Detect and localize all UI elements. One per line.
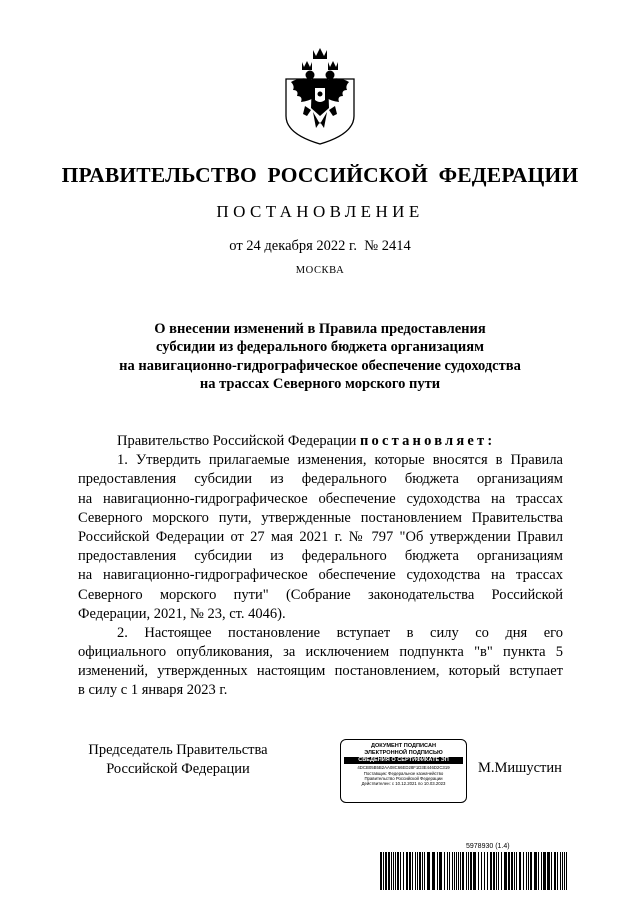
- position-line: Председатель Правительства: [88, 742, 268, 758]
- barcode-bar: [547, 852, 550, 890]
- barcode-bar: [470, 852, 472, 890]
- barcode-bar: [481, 852, 482, 890]
- decree-intro: [78, 432, 563, 451]
- paragraph-2-line: в силу с 1 января 2023 г.: [78, 682, 228, 699]
- barcode-bar: [444, 852, 445, 890]
- barcode-bar: [400, 852, 401, 890]
- barcode-bar: [458, 852, 459, 890]
- barcode-bar: [380, 852, 382, 890]
- barcode-bar: [415, 852, 416, 890]
- barcode-bar: [391, 852, 392, 890]
- subject-line: на трассах Северного морского пути: [199, 375, 441, 392]
- certificate-serial: 4DCB05B5B2AA08C66ED28F1D3E446D2C319: [357, 765, 450, 771]
- certificate-owner: Правительство Российской Федерации: [364, 776, 443, 781]
- barcode-bar: [449, 852, 450, 890]
- barcode-bar: [490, 852, 492, 890]
- barcode-bar: [403, 852, 404, 890]
- barcode-bar: [484, 852, 485, 890]
- coat-of-arms-emblem: [283, 46, 357, 146]
- barcode-bar: [454, 852, 455, 890]
- signatory-name: М.Мишустин: [478, 760, 562, 776]
- barcode-bar: [447, 852, 448, 890]
- barcode-bar: [409, 852, 411, 890]
- document-subject: [60, 320, 580, 393]
- subject-line: субсидии из федерального бюджета организациям: [156, 339, 484, 356]
- barcode-bar: [478, 852, 479, 890]
- paragraph-1-line: на навигационно-гидрографическое обеспечение судоходства на трассах: [78, 490, 563, 507]
- barcode-bar: [538, 852, 539, 890]
- barcode-bar: [557, 852, 558, 890]
- barcode-bar: [519, 852, 521, 890]
- barcode-bar: [560, 852, 561, 890]
- document-type: ПОСТАНОВЛЕНИЕ: [216, 202, 424, 221]
- certificate-validity: Действителен: с 10.12.2021 по 10.03.2023: [361, 781, 446, 787]
- barcode-bar: [452, 852, 453, 890]
- barcode-bar: [541, 852, 542, 890]
- barcode-bar: [501, 852, 502, 890]
- barcode-bar: [551, 852, 552, 890]
- barcode-bar: [422, 852, 423, 890]
- barcode-bar: [432, 852, 435, 890]
- intro-text: Правительство Российской Федерации: [117, 433, 360, 449]
- barcode-bar: [388, 852, 390, 890]
- barcode-bar: [427, 852, 430, 890]
- barcode-bar: [412, 852, 413, 890]
- barcode-bar: [516, 852, 517, 890]
- barcode-bar: [383, 852, 384, 890]
- signatory-position: [78, 741, 278, 778]
- barcode-bar: [424, 852, 425, 890]
- document-body: [78, 432, 563, 701]
- barcode-bar: [526, 852, 527, 890]
- barcode-bar: [393, 852, 394, 890]
- barcode-bar: [528, 852, 529, 890]
- barcode-bar: [543, 852, 546, 890]
- barcode-bar: [437, 852, 438, 890]
- barcode-bar: [473, 852, 476, 890]
- paragraph-1-line: Северного морского пути" (Собрание законодательства Российской: [78, 586, 563, 603]
- paragraph-1-line: Северного морского пути, утвержденные постановлением Правительства: [78, 509, 563, 526]
- barcode-bar: [456, 852, 457, 890]
- barcode-bar: [554, 852, 556, 890]
- paragraph-1-line: предоставления субсидии из федерального бюджета организациям: [78, 471, 563, 488]
- document-date-number: от 24 декабря 2022 г. № 2414: [229, 238, 411, 254]
- subject-line: на навигационно-гидрографическое обеспечение судоходства: [119, 357, 521, 374]
- barcode-bar: [511, 852, 513, 890]
- barcode-bar: [385, 852, 387, 890]
- electronic-signature-stamp: [340, 739, 467, 803]
- document-city: МОСКВА: [295, 265, 345, 276]
- barcode-bar: [564, 852, 565, 890]
- position-line: Российской Федерации: [106, 760, 250, 777]
- subject-line: О внесении изменений в Правила предоставления: [154, 321, 486, 337]
- barcode-bar: [566, 852, 567, 890]
- barcode-bar: [562, 852, 563, 890]
- paragraph-1-line: на навигационно-гидрографическое обеспечение судоходства на трассах: [78, 567, 563, 584]
- barcode-bar: [523, 852, 524, 890]
- barcode-bar: [419, 852, 421, 890]
- stamp-title-line: ДОКУМЕНТ ПОДПИСАН: [370, 743, 437, 749]
- barcode-bar: [397, 852, 399, 890]
- barcode-bar: [460, 852, 461, 890]
- barcode-bar: [498, 852, 499, 890]
- barcode-bar: [466, 852, 467, 890]
- barcode-bar: [487, 852, 488, 890]
- certificate-header: СВЕДЕНИЯ О СЕРТИФИКАТЕ ЭП: [344, 757, 463, 764]
- paragraph-1-line: 1. Утвердить прилагаемые изменения, которые вносятся в Правила: [117, 452, 563, 469]
- decree-word: постановляет:: [359, 433, 496, 449]
- barcode-bar: [417, 852, 418, 890]
- barcode-bar: [504, 852, 507, 890]
- paragraph-2-line: 2. Настоящее постановление вступает в силу со дня его: [117, 624, 563, 641]
- barcode-bar: [468, 852, 469, 890]
- barcode-bar: [395, 852, 396, 890]
- paragraph-1-line: Федерации, 2021, № 23, ст. 4046).: [78, 605, 286, 622]
- barcode-bar: [496, 852, 497, 890]
- barcode-bar: [406, 852, 408, 890]
- paragraph-2-line: изменений, утвержденных настоящим постановлением, который вступает: [78, 663, 563, 680]
- government-title: ПРАВИТЕЛЬСТВО РОССИЙСКОЙ ФЕДЕРАЦИИ: [61, 163, 579, 187]
- barcode-bar: [508, 852, 510, 890]
- barcode-bar: [514, 852, 515, 890]
- certificate-supplier: Поставщик: Федеральное казначейство: [363, 770, 444, 776]
- barcode-bar: [493, 852, 495, 890]
- barcode-bar: [439, 852, 442, 890]
- barcode-bar: [462, 852, 464, 890]
- barcode-number: 5978930 (1.4): [466, 843, 510, 850]
- barcode-bar: [530, 852, 532, 890]
- barcode-bar: [534, 852, 537, 890]
- paragraph-1-line: Российской Федерации от 27 мая 2021 г. № 797 "Об утверждении Правил: [78, 528, 563, 545]
- barcode-image: [380, 852, 568, 890]
- paragraph-1-line: предоставления субсидии из федерального бюджета организациям: [78, 548, 563, 565]
- paragraph-2-line: официального опубликования, за исключением подпункта "в" пункта 5: [78, 644, 563, 661]
- stamp-title-line: ЭЛЕКТРОННОЙ ПОДПИСЬЮ: [364, 749, 443, 756]
